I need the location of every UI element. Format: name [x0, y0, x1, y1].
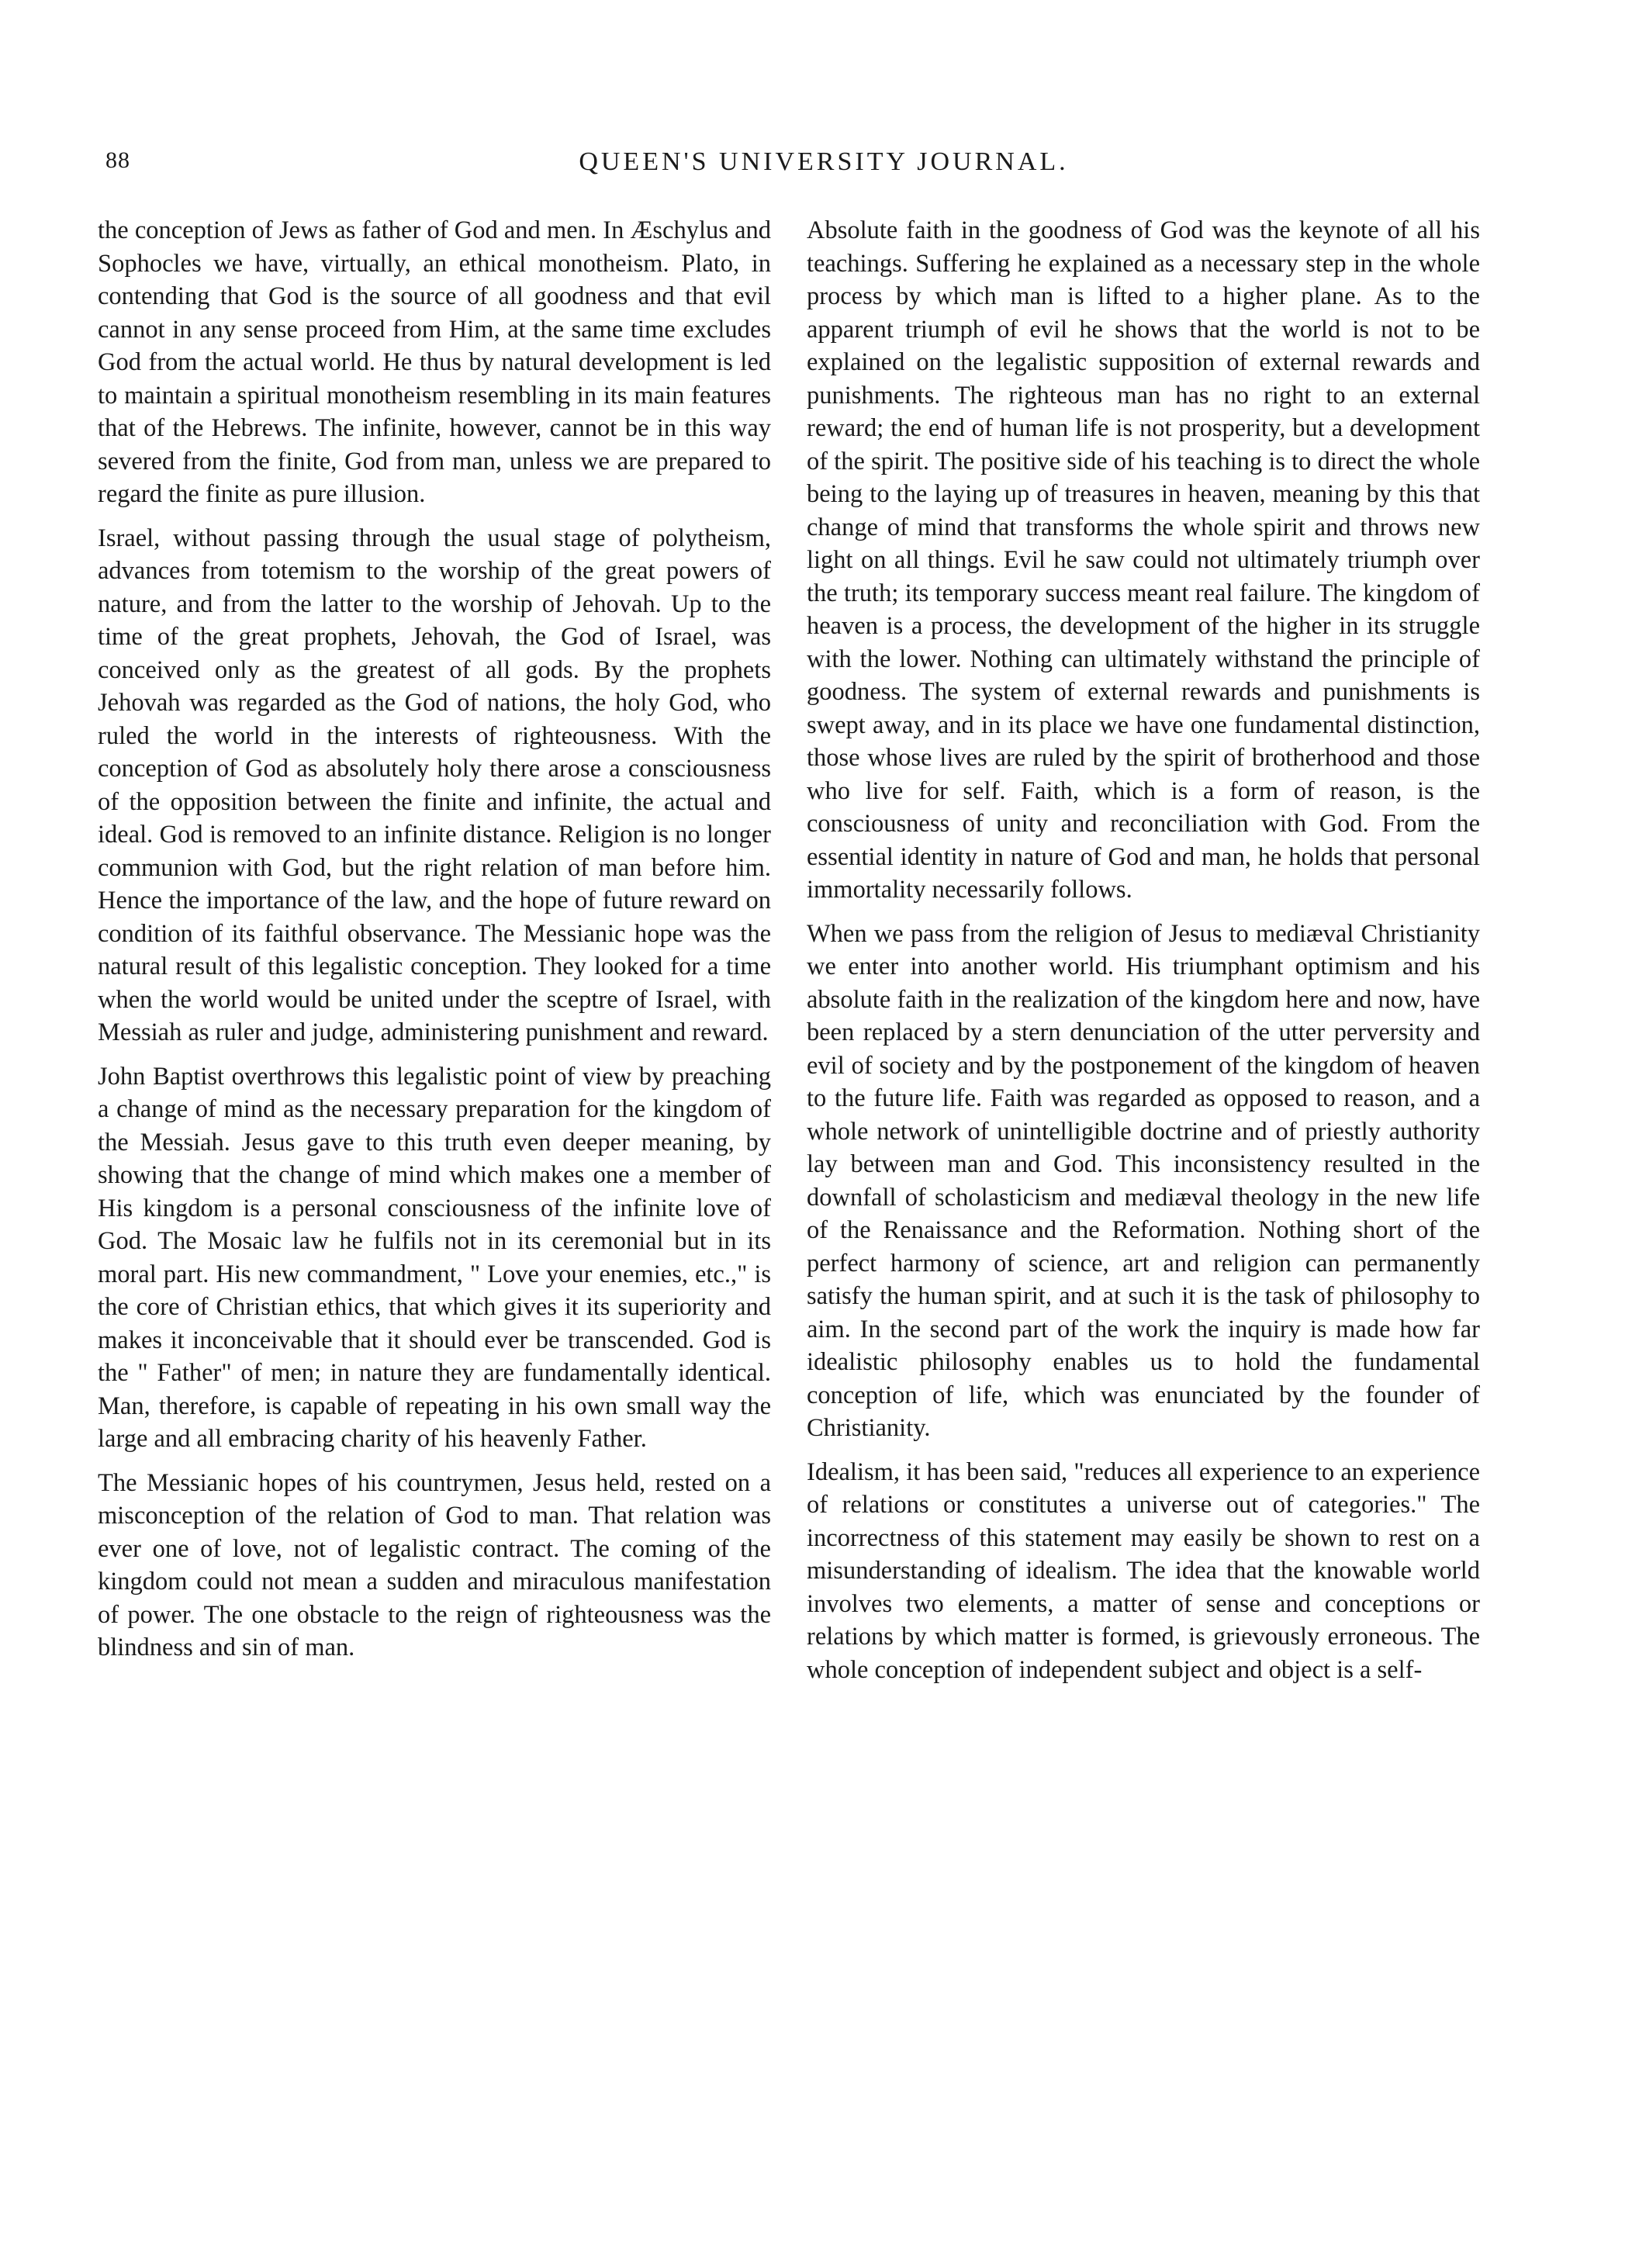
- paragraph: Israel, without passing through the usual stage of polytheism, advances from totemism to the worship of the great powers of nature, and from the latter to the worship of Jehovah. Up to the time of the great prophets, Jehovah, the God of Israel, was conceived only as the greatest of all gods. By the prophets Jehovah was regarded as the God of nations, the holy God, who ruled the world in the interests of righteousness. With the conception of God as absolutely holy there arose a consciousness of the opposition between the finite and infinite, the actual and ideal. God is removed to an infinite distance. Religion is no longer communion with God, but the right relation of man before him. Hence the importance of the law, and the hope of future reward on condition of its faithful observance. The Messianic hope was the natural result of this legalistic conception. They looked for a time when the world would be united under the sceptre of Israel, with Messiah as ruler and judge, administering punishment and reward.: [98, 524, 771, 1046]
- left-column: [98, 214, 771, 1675]
- paragraph: When we pass from the religion of Jesus to mediæval Christianity we enter into another world. His triumphant optimism and his absolute faith in the realization of the kingdom here and now, have been replaced by a stern denunciation of the utter perversity and evil of society and by the postponement of the kingdom of heaven to the future life. Faith was regarded as opposed to reason, and a whole network of unintelligible doctrine and of priestly authority lay between man and God. This inconsistency resulted in the downfall of scholasticism and mediæval theology in the new life of the Renaissance and the Reformation. Nothing short of the perfect harmony of science, art and religion can permanently satisfy the human spirit, and at such it is the task of philosophy to aim. In the second part of the work the inquiry is made how far idealistic philosophy enables us to hold the fundamental conception of life, which was enunciated by the founder of Christianity.: [807, 919, 1480, 1442]
- right-column: [807, 214, 1480, 1697]
- page-number: 88: [105, 147, 130, 173]
- paragraph: John Baptist overthrows this legalistic point of view by preaching a change of mind as the necessary preparation for the kingdom of the Messiah. Jesus gave to this truth even deeper meaning, by showing that the change of mind which makes one a member of His kingdom is a personal consciousness of the infinite love of God. The Mosaic law he fulfils not in its ceremonial but in its moral part. His new commandment, " Love your enemies, etc.," is the core of Christian ethics, that which gives it its superiority and makes it inconceivable that it should ever be transcended. God is the " Father" of men; in nature they are fundamentally identical. Man, therefore, is capable of repeating in his own small way the large and all embracing charity of his heavenly Father.: [98, 1062, 771, 1453]
- paragraph: The Messianic hopes of his countrymen, Jesus held, rested on a misconception of the relation of God to man. That relation was ever one of love, not of legalistic contract. The coming of the kingdom could not mean a sudden and miraculous manifestation of power. The one obstacle to the reign of righteousness was the blindness and sin of man.: [98, 1468, 771, 1661]
- paragraph: Absolute faith in the goodness of God was the keynote of all his teachings. Suffering he explained as a necessary step in the whole process by which man is lifted to a higher plane. As to the apparent triumph of evil he shows that the world is not to be explained on the legalistic supposition of external rewards and punishments. The righteous man has no right to an external reward; the end of human life is not prosperity, but a development of the spirit. The positive side of his teaching is to direct the whole being to the laying up of treasures in heaven, meaning by this that change of mind that transforms the whole spirit and throws new light on all things. Evil he saw could not ultimately triumph over the truth; its temporary success meant real failure. The kingdom of heaven is a process, the development of the higher in its struggle with the lower. Nothing can ultimately withstand the principle of goodness. The system of external rewards and punishments is swept away, and in its place we have one fundamental distinction, those whose lives are ruled by the spirit of brotherhood and those who live for self. Faith, which is a form of reason, is the consciousness of unity and reconciliation with God. From the essential identity in nature of God and man, he holds that personal immortality necessarily follows.: [807, 216, 1480, 904]
- paragraph: Idealism, it has been said, "reduces all experience to an experience of relations or constitutes a universe out of categories." The incorrectness of this statement may easily be shown to rest on a misunderstanding of idealism. The idea that the knowable world involves two elements, a matter of sense and conceptions or relations by which matter is formed, is grievously erroneous. The whole conception of independent subject and object is a self-: [807, 1457, 1480, 1684]
- paragraph: the conception of Jews as father of God and men. In Æschylus and Sophocles we have, virtually, an ethical monotheism. Plato, in contending that God is the source of all goodness and that evil cannot in any sense proceed from Him, at the same time excludes God from the actual world. He thus by natural development is led to maintain a spiritual monotheism resembling in its main features that of the Hebrews. The infinite, however, cannot be in this way severed from the finite, God from man, unless we are prepared to regard the finite as pure illusion.: [98, 216, 771, 508]
- running-head: QUEEN'S UNIVERSITY JOURNAL.: [579, 147, 1069, 176]
